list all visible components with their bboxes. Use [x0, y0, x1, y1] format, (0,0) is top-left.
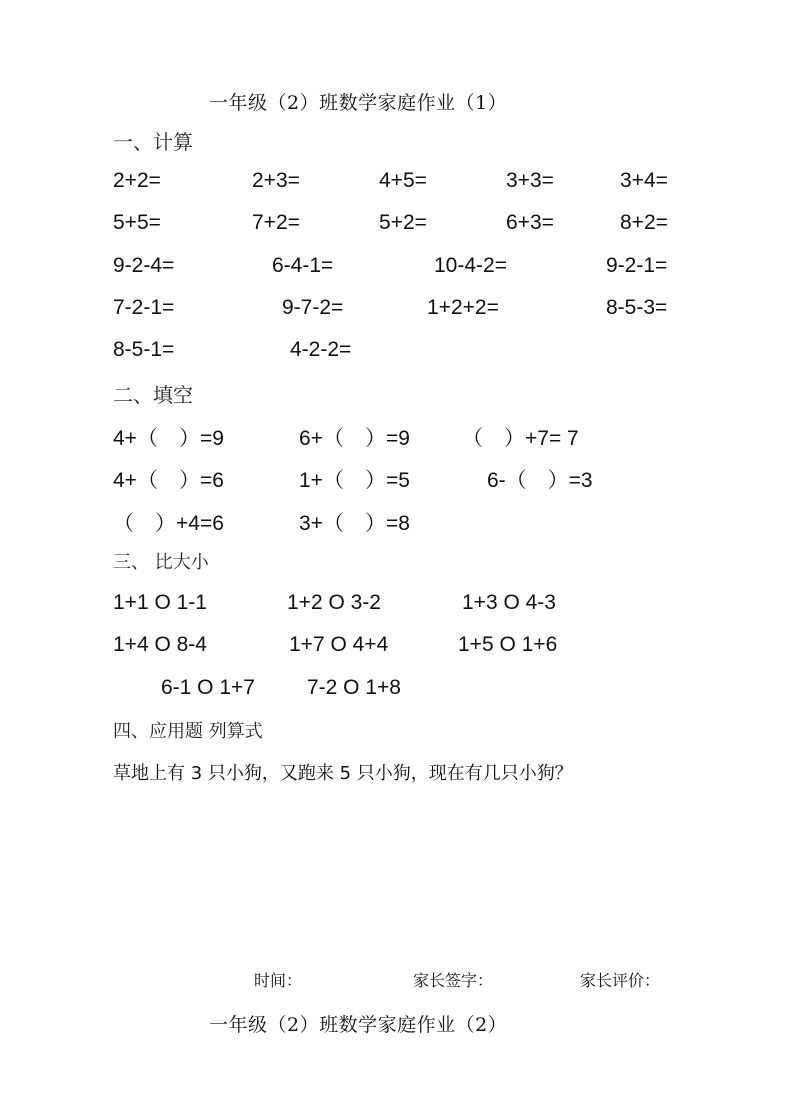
- equation: 4+5=: [379, 169, 427, 192]
- compare-item: 1+3 O 4-3: [462, 591, 556, 614]
- fill-blank-equation: 3+（ ）=8: [299, 512, 410, 535]
- equation: 6+3=: [506, 211, 554, 234]
- compare-item: 1+4 O 8-4: [113, 633, 207, 656]
- equation: 7-2-1=: [113, 296, 175, 319]
- equation: 9-2-1=: [606, 254, 668, 277]
- equation: 9-2-4=: [113, 254, 175, 277]
- fill-blank-equation: 6+（ ）=9: [299, 427, 410, 450]
- time-label: 时间：: [254, 971, 303, 990]
- word-problem-question: 草地上有 3 只小狗，又跑来 5 只小狗，现在有几只小狗？: [113, 763, 573, 784]
- equation: 10-4-2=: [434, 254, 507, 277]
- compare-item: 1+2 O 3-2: [287, 591, 381, 614]
- section-heading-fill-blank: 二、填空: [113, 383, 193, 407]
- section-heading-word-problem: 四、应用题 列算式: [113, 721, 263, 742]
- equation: 1+2+2=: [427, 296, 499, 319]
- equation: 3+3=: [506, 169, 554, 192]
- equation: 2+2=: [113, 169, 161, 192]
- parent-comment-label: 家长评价：: [580, 971, 661, 990]
- equation: 5+5=: [113, 211, 161, 234]
- next-page-title: 一年级（2）班数学家庭作业（2）: [209, 1014, 508, 1036]
- equation: 9-7-2=: [282, 296, 344, 319]
- fill-blank-equation: 4+（ ）=6: [113, 469, 224, 492]
- equation: 3+4=: [620, 169, 668, 192]
- equation: 8+2=: [620, 211, 668, 234]
- page-title: 一年级（2）班数学家庭作业（1）: [209, 92, 508, 114]
- equation: 6-4-1=: [272, 254, 334, 277]
- compare-item: 1+5 O 1+6: [458, 633, 558, 656]
- fill-blank-equation: （ ）+4=6: [113, 512, 224, 535]
- compare-item: 7-2 O 1+8: [307, 676, 401, 699]
- fill-blank-equation: 1+（ ）=5: [299, 469, 410, 492]
- equation: 2+3=: [252, 169, 300, 192]
- equation: 8-5-3=: [606, 296, 668, 319]
- parent-signature-label: 家长签字：: [413, 971, 494, 990]
- fill-blank-equation: （ ）+7= 7: [462, 427, 579, 450]
- compare-item: 1+7 O 4+4: [289, 633, 389, 656]
- equation: 4-2-2=: [290, 338, 352, 361]
- equation: 5+2=: [379, 211, 427, 234]
- equation: 7+2=: [252, 211, 300, 234]
- section-heading-calculation: 一、计算: [113, 130, 193, 154]
- compare-item: 6-1 O 1+7: [161, 676, 255, 699]
- section-heading-compare: 三、 比大小: [113, 552, 209, 573]
- fill-blank-equation: 6-（ ）=3: [487, 469, 593, 492]
- compare-item: 1+1 O 1-1: [113, 591, 207, 614]
- fill-blank-equation: 4+（ ）=9: [113, 427, 224, 450]
- equation: 8-5-1=: [113, 338, 175, 361]
